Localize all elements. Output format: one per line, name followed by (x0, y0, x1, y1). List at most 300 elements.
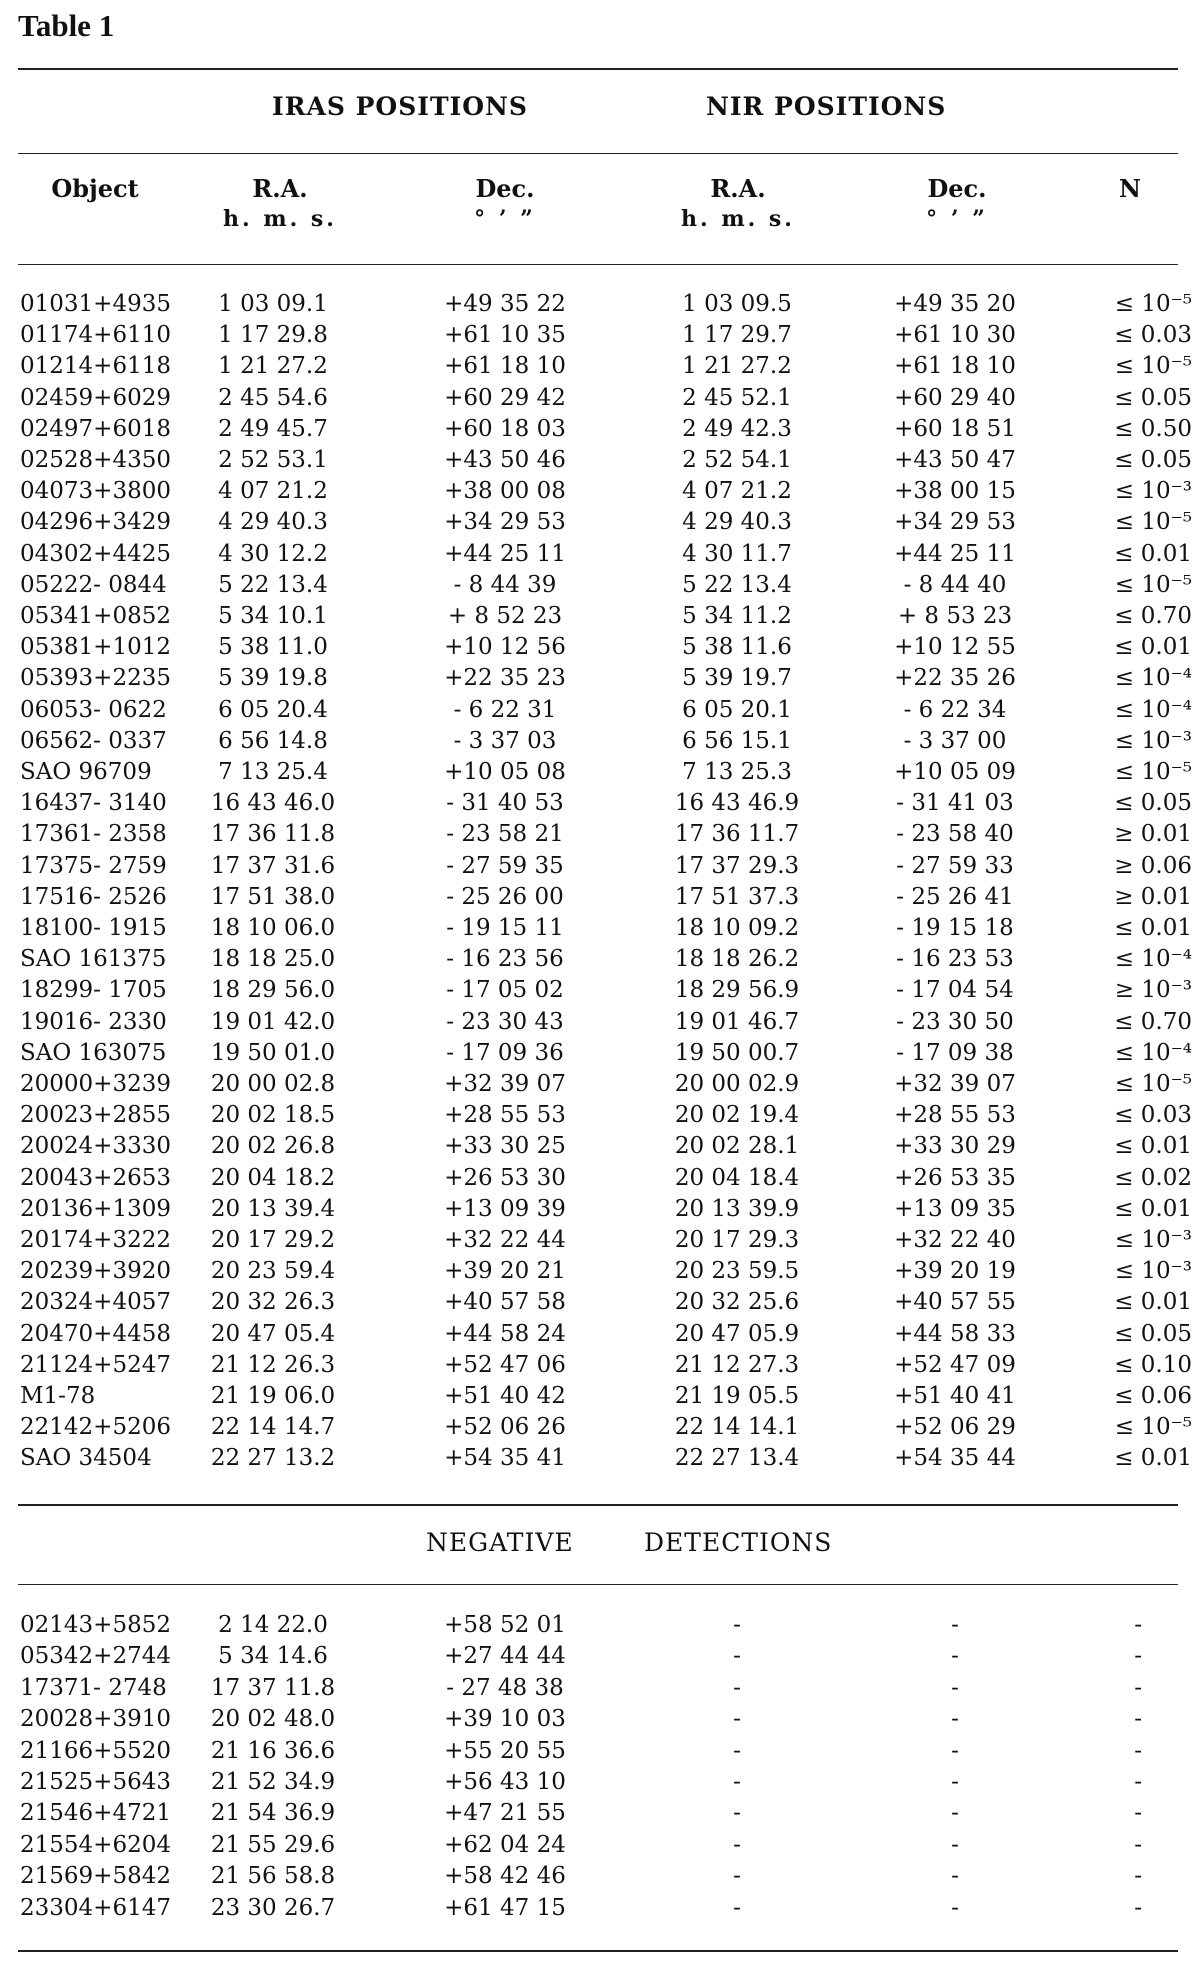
table-row (0, 1163, 1200, 1194)
n-cell: ≤ 0.01 (1114, 1289, 1192, 1316)
table-row (0, 1641, 1200, 1672)
nir-ra-cell: 6 56 15.1 (682, 727, 792, 754)
nir-dec-cell: + 8 53 23 (897, 603, 1013, 629)
object-cell: 20024+3330 (20, 1133, 171, 1160)
n-cell: ≤ 10⁻³ (1114, 478, 1192, 505)
table-row (0, 1256, 1200, 1287)
iras-dec-cell: - 23 30 43 (446, 1008, 564, 1035)
n-cell: - (1134, 1831, 1142, 1858)
nir-dec-cell: +61 18 10 (894, 353, 1016, 380)
iras-dec-cell: +49 35 22 (444, 291, 566, 317)
object-label: Object (51, 174, 139, 203)
iras-dec-cell: +27 44 44 (444, 1643, 566, 1670)
iras-ra-cell: 17 51 38.0 (210, 883, 336, 910)
table-row (0, 1830, 1200, 1861)
iras-ra-cell: 22 27 13.2 (210, 1445, 336, 1472)
iras-dec-cell: +61 18 10 (444, 353, 566, 380)
n-cell: ≤ 0.03 (1114, 322, 1192, 349)
iras-dec-cell: +51 40 42 (444, 1383, 566, 1409)
nir-dec-cell: - (951, 1800, 959, 1827)
nir-dec-cell: - (951, 1612, 959, 1638)
n-cell: ≤ 10⁻⁵ (1114, 571, 1192, 598)
iras-ra-cell: 20 02 26.8 (210, 1133, 336, 1160)
n-cell: ≤ 10⁻³ (1114, 1227, 1192, 1253)
nir-dec-cell: - 23 30 50 (896, 1008, 1014, 1035)
dec-label: Dec. (475, 174, 535, 203)
table-row (0, 1673, 1200, 1704)
object-cell: SAO 161375 (20, 946, 167, 973)
nir-ra-cell: 20 32 25.6 (674, 1289, 800, 1316)
table-row (0, 445, 1200, 476)
negative-header-right: DETECTIONS (644, 1528, 833, 1557)
iras-ra-cell: 19 50 01.0 (210, 1039, 336, 1066)
n-cell: ≥ 0.06 (1114, 852, 1192, 879)
nir-ra-cell: - (733, 1706, 741, 1733)
object-cell: 02528+4350 (20, 447, 171, 473)
object-cell: 06053- 0622 (20, 696, 167, 723)
nir-ra-cell: 17 36 11.7 (674, 821, 800, 848)
negative-header-left: NEGATIVE (426, 1528, 574, 1557)
table-row (0, 1704, 1200, 1735)
iras-ra-cell: 21 16 36.6 (210, 1737, 336, 1764)
column-header-ra-iras (160, 174, 400, 234)
table-row (0, 851, 1200, 882)
nir-dec-cell: - (951, 1863, 959, 1890)
iras-dec-cell: +13 09 39 (444, 1195, 566, 1222)
nir-dec-cell: - 3 37 00 (903, 727, 1007, 754)
iras-dec-cell: +58 42 46 (444, 1863, 566, 1890)
object-cell: 21546+4721 (20, 1800, 171, 1827)
nir-dec-cell: - (951, 1769, 959, 1795)
table-row (0, 1736, 1200, 1767)
nir-ra-cell: - (733, 1643, 741, 1670)
n-cell: - (1134, 1800, 1142, 1827)
object-cell: 18299- 1705 (20, 977, 167, 1004)
object-cell: 17361- 2358 (20, 821, 167, 848)
nir-ra-cell: 1 17 29.7 (682, 322, 792, 349)
table-row (0, 289, 1200, 320)
iras-ra-cell: 20 04 18.2 (210, 1164, 336, 1191)
iras-dec-cell: +61 10 35 (444, 322, 566, 349)
nir-dec-cell: +44 25 11 (894, 540, 1016, 567)
iras-ra-cell: 7 13 25.4 (218, 759, 328, 785)
n-cell: ≤ 0.06 (1114, 1383, 1192, 1409)
iras-ra-cell: 21 56 58.8 (210, 1863, 336, 1890)
n-cell: ≤ 10⁻⁴ (1114, 1039, 1192, 1066)
table-row (0, 1412, 1200, 1443)
nir-dec-cell: +10 12 55 (894, 634, 1016, 661)
iras-ra-cell: 20 32 26.3 (210, 1289, 336, 1316)
nir-dec-cell: - 23 58 40 (896, 821, 1014, 848)
iras-dec-cell: +43 50 46 (444, 447, 566, 473)
n-cell: - (1134, 1706, 1142, 1733)
iras-dec-cell: - 3 37 03 (453, 727, 557, 754)
object-cell: 21569+5842 (20, 1863, 171, 1890)
nir-ra-cell: 5 39 19.7 (682, 665, 792, 692)
iras-ra-cell: 4 30 12.2 (218, 540, 328, 567)
nir-ra-cell: - (733, 1894, 741, 1921)
ra-units: h. m. s. (223, 206, 337, 232)
n-cell: ≤ 10⁻⁴ (1114, 946, 1192, 973)
iras-ra-cell: 1 17 29.8 (218, 322, 328, 349)
iras-ra-cell: 18 10 06.0 (210, 915, 336, 941)
table-title: Table 1 (18, 8, 115, 43)
table-row (0, 1131, 1200, 1162)
table-row (0, 570, 1200, 601)
iras-ra-cell: 5 39 19.8 (218, 665, 328, 692)
object-cell: 05222- 0844 (20, 571, 167, 598)
iras-dec-cell: +55 20 55 (444, 1737, 566, 1764)
dec-units: ° ’ ” (474, 206, 536, 232)
table-row (0, 1798, 1200, 1829)
nir-dec-cell: - 27 59 33 (896, 852, 1014, 879)
iras-dec-cell: +26 53 30 (444, 1164, 566, 1191)
iras-dec-cell: +52 06 26 (444, 1414, 566, 1441)
object-cell: 04073+3800 (20, 478, 171, 505)
nir-dec-cell: +54 35 44 (894, 1445, 1016, 1472)
nir-ra-cell: 5 38 11.6 (682, 634, 792, 661)
table-row (0, 1225, 1200, 1256)
iras-ra-cell: 2 49 45.7 (218, 415, 328, 442)
iras-ra-cell: 20 23 59.4 (210, 1258, 336, 1285)
iras-dec-cell: +52 47 06 (444, 1351, 566, 1378)
object-cell: 20174+3222 (20, 1227, 171, 1253)
table-row (0, 913, 1200, 944)
object-cell: 01214+6118 (20, 353, 171, 380)
iras-dec-cell: +22 35 23 (444, 665, 566, 692)
table-row (0, 1381, 1200, 1412)
object-cell: 06562- 0337 (20, 727, 167, 754)
table-row (0, 601, 1200, 632)
nir-ra-cell: - (733, 1831, 741, 1858)
nir-dec-cell: - 19 15 18 (896, 915, 1014, 941)
iras-ra-cell: 1 21 27.2 (218, 353, 328, 380)
nir-ra-cell: 16 43 46.9 (674, 790, 800, 817)
object-cell: 21525+5643 (20, 1769, 171, 1795)
n-cell: - (1134, 1737, 1142, 1764)
object-cell: 22142+5206 (20, 1414, 171, 1441)
iras-dec-cell: +44 25 11 (444, 540, 566, 567)
column-header-n (1010, 174, 1200, 204)
ra-units: h. m. s. (681, 206, 795, 232)
object-cell: SAO 96709 (20, 759, 152, 785)
object-cell: 20324+4057 (20, 1289, 171, 1316)
table-row (0, 695, 1200, 726)
nir-ra-cell: 22 14 14.1 (674, 1414, 800, 1441)
iras-dec-cell: - 19 15 11 (446, 915, 564, 941)
table-row (0, 1100, 1200, 1131)
iras-ra-cell: 21 55 29.6 (210, 1831, 336, 1858)
object-cell: 21554+6204 (20, 1831, 171, 1858)
object-cell: 01031+4935 (20, 291, 171, 317)
nir-ra-cell: 19 01 46.7 (674, 1008, 800, 1035)
iras-dec-cell: +44 58 24 (444, 1320, 566, 1347)
iras-dec-cell: +34 29 53 (444, 509, 566, 536)
nir-ra-cell: 2 49 42.3 (682, 415, 792, 442)
iras-ra-cell: 17 37 31.6 (210, 852, 336, 879)
object-cell: 02143+5852 (20, 1612, 171, 1638)
object-cell: 20136+1309 (20, 1195, 171, 1222)
n-cell: ≤ 0.70 (1114, 1008, 1192, 1035)
nir-ra-cell: 5 22 13.4 (682, 571, 792, 598)
object-cell: 02459+6029 (20, 384, 171, 411)
n-cell: ≤ 10⁻⁴ (1114, 665, 1192, 692)
n-cell: ≤ 10⁻⁵ (1114, 1071, 1192, 1097)
iras-dec-cell: +60 29 42 (444, 384, 566, 411)
iras-dec-cell: +61 47 15 (444, 1894, 566, 1921)
table-row (0, 975, 1200, 1006)
n-cell: ≤ 0.01 (1114, 1445, 1192, 1472)
iras-dec-cell: +60 18 03 (444, 415, 566, 442)
table-row (0, 351, 1200, 382)
table-row (0, 414, 1200, 445)
iras-dec-cell: - 17 05 02 (446, 977, 564, 1004)
n-cell: ≤ 10⁻⁵ (1114, 509, 1192, 536)
iras-dec-cell: - 27 59 35 (446, 852, 564, 879)
column-header-dec-iras (385, 174, 625, 234)
table-row (0, 819, 1200, 850)
nir-dec-cell: - 25 26 41 (896, 883, 1014, 910)
nir-dec-cell: +22 35 26 (894, 665, 1016, 692)
object-cell: 04302+4425 (20, 540, 171, 567)
column-header-rule (18, 264, 1178, 265)
nir-ra-cell: 5 34 11.2 (682, 603, 792, 629)
table-row (0, 539, 1200, 570)
table-row (0, 383, 1200, 414)
iras-dec-cell: +58 52 01 (444, 1612, 566, 1638)
nir-ra-cell: 2 52 54.1 (682, 447, 792, 473)
table-row (0, 1443, 1200, 1474)
table-row (0, 1350, 1200, 1381)
table-row (0, 726, 1200, 757)
n-cell: - (1134, 1894, 1142, 1921)
table-row (0, 320, 1200, 351)
nir-dec-cell: +40 57 55 (894, 1289, 1016, 1316)
object-cell: 20028+3910 (20, 1706, 171, 1733)
iras-ra-cell: 5 38 11.0 (218, 634, 328, 661)
nir-dec-cell: - 17 09 38 (896, 1039, 1014, 1066)
n-cell: - (1134, 1643, 1142, 1670)
iras-ra-cell: 18 18 25.0 (210, 946, 336, 973)
n-cell: ≤ 0.05 (1114, 1320, 1192, 1347)
iras-dec-cell: - 31 40 53 (446, 790, 564, 817)
n-cell: ≥ 0.01 (1114, 821, 1192, 848)
n-cell: ≤ 10⁻⁵ (1114, 353, 1192, 380)
table-row (0, 1287, 1200, 1318)
nir-dec-cell: +26 53 35 (894, 1164, 1016, 1191)
n-cell: ≤ 0.05 (1114, 790, 1192, 817)
nir-dec-cell: +13 09 35 (894, 1195, 1016, 1222)
nir-dec-cell: +34 29 53 (894, 509, 1016, 536)
object-cell: 16437- 3140 (20, 790, 167, 817)
iras-dec-cell: +38 00 08 (444, 478, 566, 505)
iras-ra-cell: 21 54 36.9 (210, 1800, 336, 1827)
n-cell: ≤ 0.01 (1114, 1195, 1192, 1222)
iras-dec-cell: +32 39 07 (444, 1071, 566, 1097)
iras-ra-cell: 17 36 11.8 (210, 821, 336, 848)
n-cell: - (1134, 1769, 1142, 1795)
object-cell: M1-78 (20, 1383, 96, 1409)
object-cell: 05341+0852 (20, 603, 171, 629)
nir-ra-cell: - (733, 1674, 741, 1701)
nir-ra-cell: 2 45 52.1 (682, 384, 792, 411)
nir-dec-cell: +60 18 51 (894, 415, 1016, 442)
group-header-rule (18, 153, 1178, 154)
nir-dec-cell: +51 40 41 (894, 1383, 1016, 1409)
nir-ra-cell: 17 51 37.3 (674, 883, 800, 910)
object-cell: 20023+2855 (20, 1102, 171, 1129)
nir-dec-cell: +39 20 19 (894, 1258, 1016, 1285)
detections-bottom-rule (18, 1504, 1178, 1506)
table-row (0, 476, 1200, 507)
table-row (0, 944, 1200, 975)
nir-ra-cell: 20 00 02.9 (674, 1071, 800, 1097)
iras-dec-cell: - 23 58 21 (446, 821, 564, 848)
iras-ra-cell: 2 52 53.1 (218, 447, 328, 473)
iras-dec-cell: +56 43 10 (444, 1769, 566, 1795)
nir-ra-cell: 4 29 40.3 (682, 509, 792, 536)
nir-ra-cell: 18 10 09.2 (674, 915, 800, 941)
iras-dec-cell: +10 12 56 (444, 634, 566, 661)
object-cell: 01174+6110 (20, 322, 171, 349)
iras-ra-cell: 2 14 22.0 (218, 1612, 328, 1638)
iras-ra-cell: 21 12 26.3 (210, 1351, 336, 1378)
nir-dec-cell: - (951, 1674, 959, 1701)
nir-ra-cell: 20 02 28.1 (674, 1133, 800, 1160)
n-cell: ≤ 0.03 (1114, 1102, 1192, 1129)
n-cell: ≤ 0.50 (1114, 415, 1192, 442)
nir-dec-cell: +28 55 53 (894, 1102, 1016, 1129)
nir-ra-cell: 6 05 20.1 (682, 696, 792, 723)
nir-dec-cell: - 31 41 03 (896, 790, 1014, 817)
iras-ra-cell: 5 34 14.6 (218, 1643, 328, 1670)
iras-ra-cell: 2 45 54.6 (218, 384, 328, 411)
table-row (0, 1038, 1200, 1069)
table-row (0, 507, 1200, 538)
n-cell: ≤ 10⁻⁵ (1114, 291, 1192, 317)
table-row (0, 757, 1200, 788)
dec-label: Dec. (927, 174, 987, 203)
iras-positions-header: IRAS POSITIONS (272, 92, 528, 121)
nir-dec-cell: +10 05 09 (894, 759, 1016, 785)
iras-ra-cell: 19 01 42.0 (210, 1008, 336, 1035)
nir-ra-cell: 17 37 29.3 (674, 852, 800, 879)
object-cell: 20470+4458 (20, 1320, 171, 1347)
nir-dec-cell: +44 58 33 (894, 1320, 1016, 1347)
table-row (0, 788, 1200, 819)
n-cell: ≤ 0.05 (1114, 384, 1192, 411)
iras-dec-cell: +28 55 53 (444, 1102, 566, 1129)
table-row (0, 1319, 1200, 1350)
nir-ra-cell: 4 30 11.7 (682, 540, 792, 567)
bottom-rule (18, 1950, 1178, 1952)
nir-dec-cell: +32 39 07 (894, 1071, 1016, 1097)
n-cell: ≤ 10⁻³ (1114, 727, 1192, 754)
ra-label: R.A. (710, 174, 766, 203)
table-row (0, 1069, 1200, 1100)
iras-ra-cell: 21 19 06.0 (210, 1383, 336, 1409)
nir-ra-cell: - (733, 1769, 741, 1795)
iras-ra-cell: 4 07 21.2 (218, 478, 328, 505)
object-cell: 18100- 1915 (20, 915, 167, 941)
n-cell: ≤ 0.01 (1114, 915, 1192, 941)
object-cell: 05342+2744 (20, 1643, 171, 1670)
iras-dec-cell: - 6 22 31 (453, 696, 557, 723)
n-label: N (1119, 174, 1141, 203)
table-row (0, 1861, 1200, 1892)
negative-header-rule (18, 1584, 1178, 1585)
nir-ra-cell: 20 23 59.5 (674, 1258, 800, 1285)
nir-dec-cell: - 8 44 40 (903, 571, 1007, 598)
n-cell: ≤ 0.01 (1114, 1133, 1192, 1160)
iras-dec-cell: +40 57 58 (444, 1289, 566, 1316)
object-cell: 05393+2235 (20, 665, 171, 692)
nir-positions-header: NIR POSITIONS (706, 92, 947, 121)
n-cell: ≤ 10⁻⁴ (1114, 696, 1192, 723)
n-cell: ≤ 10⁻⁵ (1114, 1414, 1192, 1441)
iras-ra-cell: 1 03 09.1 (218, 291, 328, 317)
nir-ra-cell: 19 50 00.7 (674, 1039, 800, 1066)
nir-dec-cell: +60 29 40 (894, 384, 1016, 411)
n-cell: ≤ 10⁻⁵ (1114, 759, 1192, 785)
nir-ra-cell: 22 27 13.4 (674, 1445, 800, 1472)
nir-dec-cell: +43 50 47 (894, 447, 1016, 473)
nir-dec-cell: +61 10 30 (894, 322, 1016, 349)
object-cell: 05381+1012 (20, 634, 171, 661)
object-cell: SAO 163075 (20, 1039, 167, 1066)
n-cell: - (1134, 1674, 1142, 1701)
iras-ra-cell: 20 02 48.0 (210, 1706, 336, 1733)
n-cell: ≥ 0.01 (1114, 883, 1192, 910)
nir-dec-cell: +52 06 29 (894, 1414, 1016, 1441)
object-cell: 21166+5520 (20, 1737, 171, 1764)
n-cell: ≤ 10⁻³ (1114, 1258, 1192, 1285)
iras-dec-cell: +39 10 03 (444, 1706, 566, 1733)
n-cell: - (1134, 1612, 1142, 1638)
nir-dec-cell: - (951, 1737, 959, 1764)
n-cell: ≤ 0.10 (1114, 1351, 1192, 1378)
object-cell: 20239+3920 (20, 1258, 171, 1285)
iras-dec-cell: - 17 09 36 (446, 1039, 564, 1066)
nir-ra-cell: - (733, 1863, 741, 1890)
table-row (0, 1194, 1200, 1225)
nir-dec-cell: +52 47 09 (894, 1351, 1016, 1378)
iras-ra-cell: 16 43 46.0 (210, 790, 336, 817)
nir-ra-cell: 20 04 18.4 (674, 1164, 800, 1191)
iras-ra-cell: 23 30 26.7 (210, 1894, 336, 1921)
iras-dec-cell: +54 35 41 (444, 1445, 566, 1472)
table-row (0, 1893, 1200, 1924)
nir-ra-cell: 18 29 56.9 (674, 977, 800, 1004)
iras-dec-cell: +32 22 44 (444, 1227, 566, 1253)
nir-dec-cell: - (951, 1643, 959, 1670)
nir-dec-cell: +33 30 29 (894, 1133, 1016, 1160)
iras-ra-cell: 20 00 02.8 (210, 1071, 336, 1097)
nir-ra-cell: - (733, 1737, 741, 1764)
iras-ra-cell: 6 05 20.4 (218, 696, 328, 723)
nir-ra-cell: 4 07 21.2 (682, 478, 792, 505)
table-row (0, 632, 1200, 663)
n-cell: ≤ 0.02 (1114, 1164, 1192, 1191)
nir-ra-cell: 20 13 39.9 (674, 1195, 800, 1222)
nir-ra-cell: 20 17 29.3 (674, 1227, 800, 1253)
ra-label: R.A. (252, 174, 308, 203)
nir-dec-cell: - (951, 1706, 959, 1733)
iras-dec-cell: +47 21 55 (444, 1800, 566, 1827)
iras-ra-cell: 18 29 56.0 (210, 977, 336, 1004)
nir-ra-cell: 21 12 27.3 (674, 1351, 800, 1378)
object-cell: 20000+3239 (20, 1071, 171, 1097)
